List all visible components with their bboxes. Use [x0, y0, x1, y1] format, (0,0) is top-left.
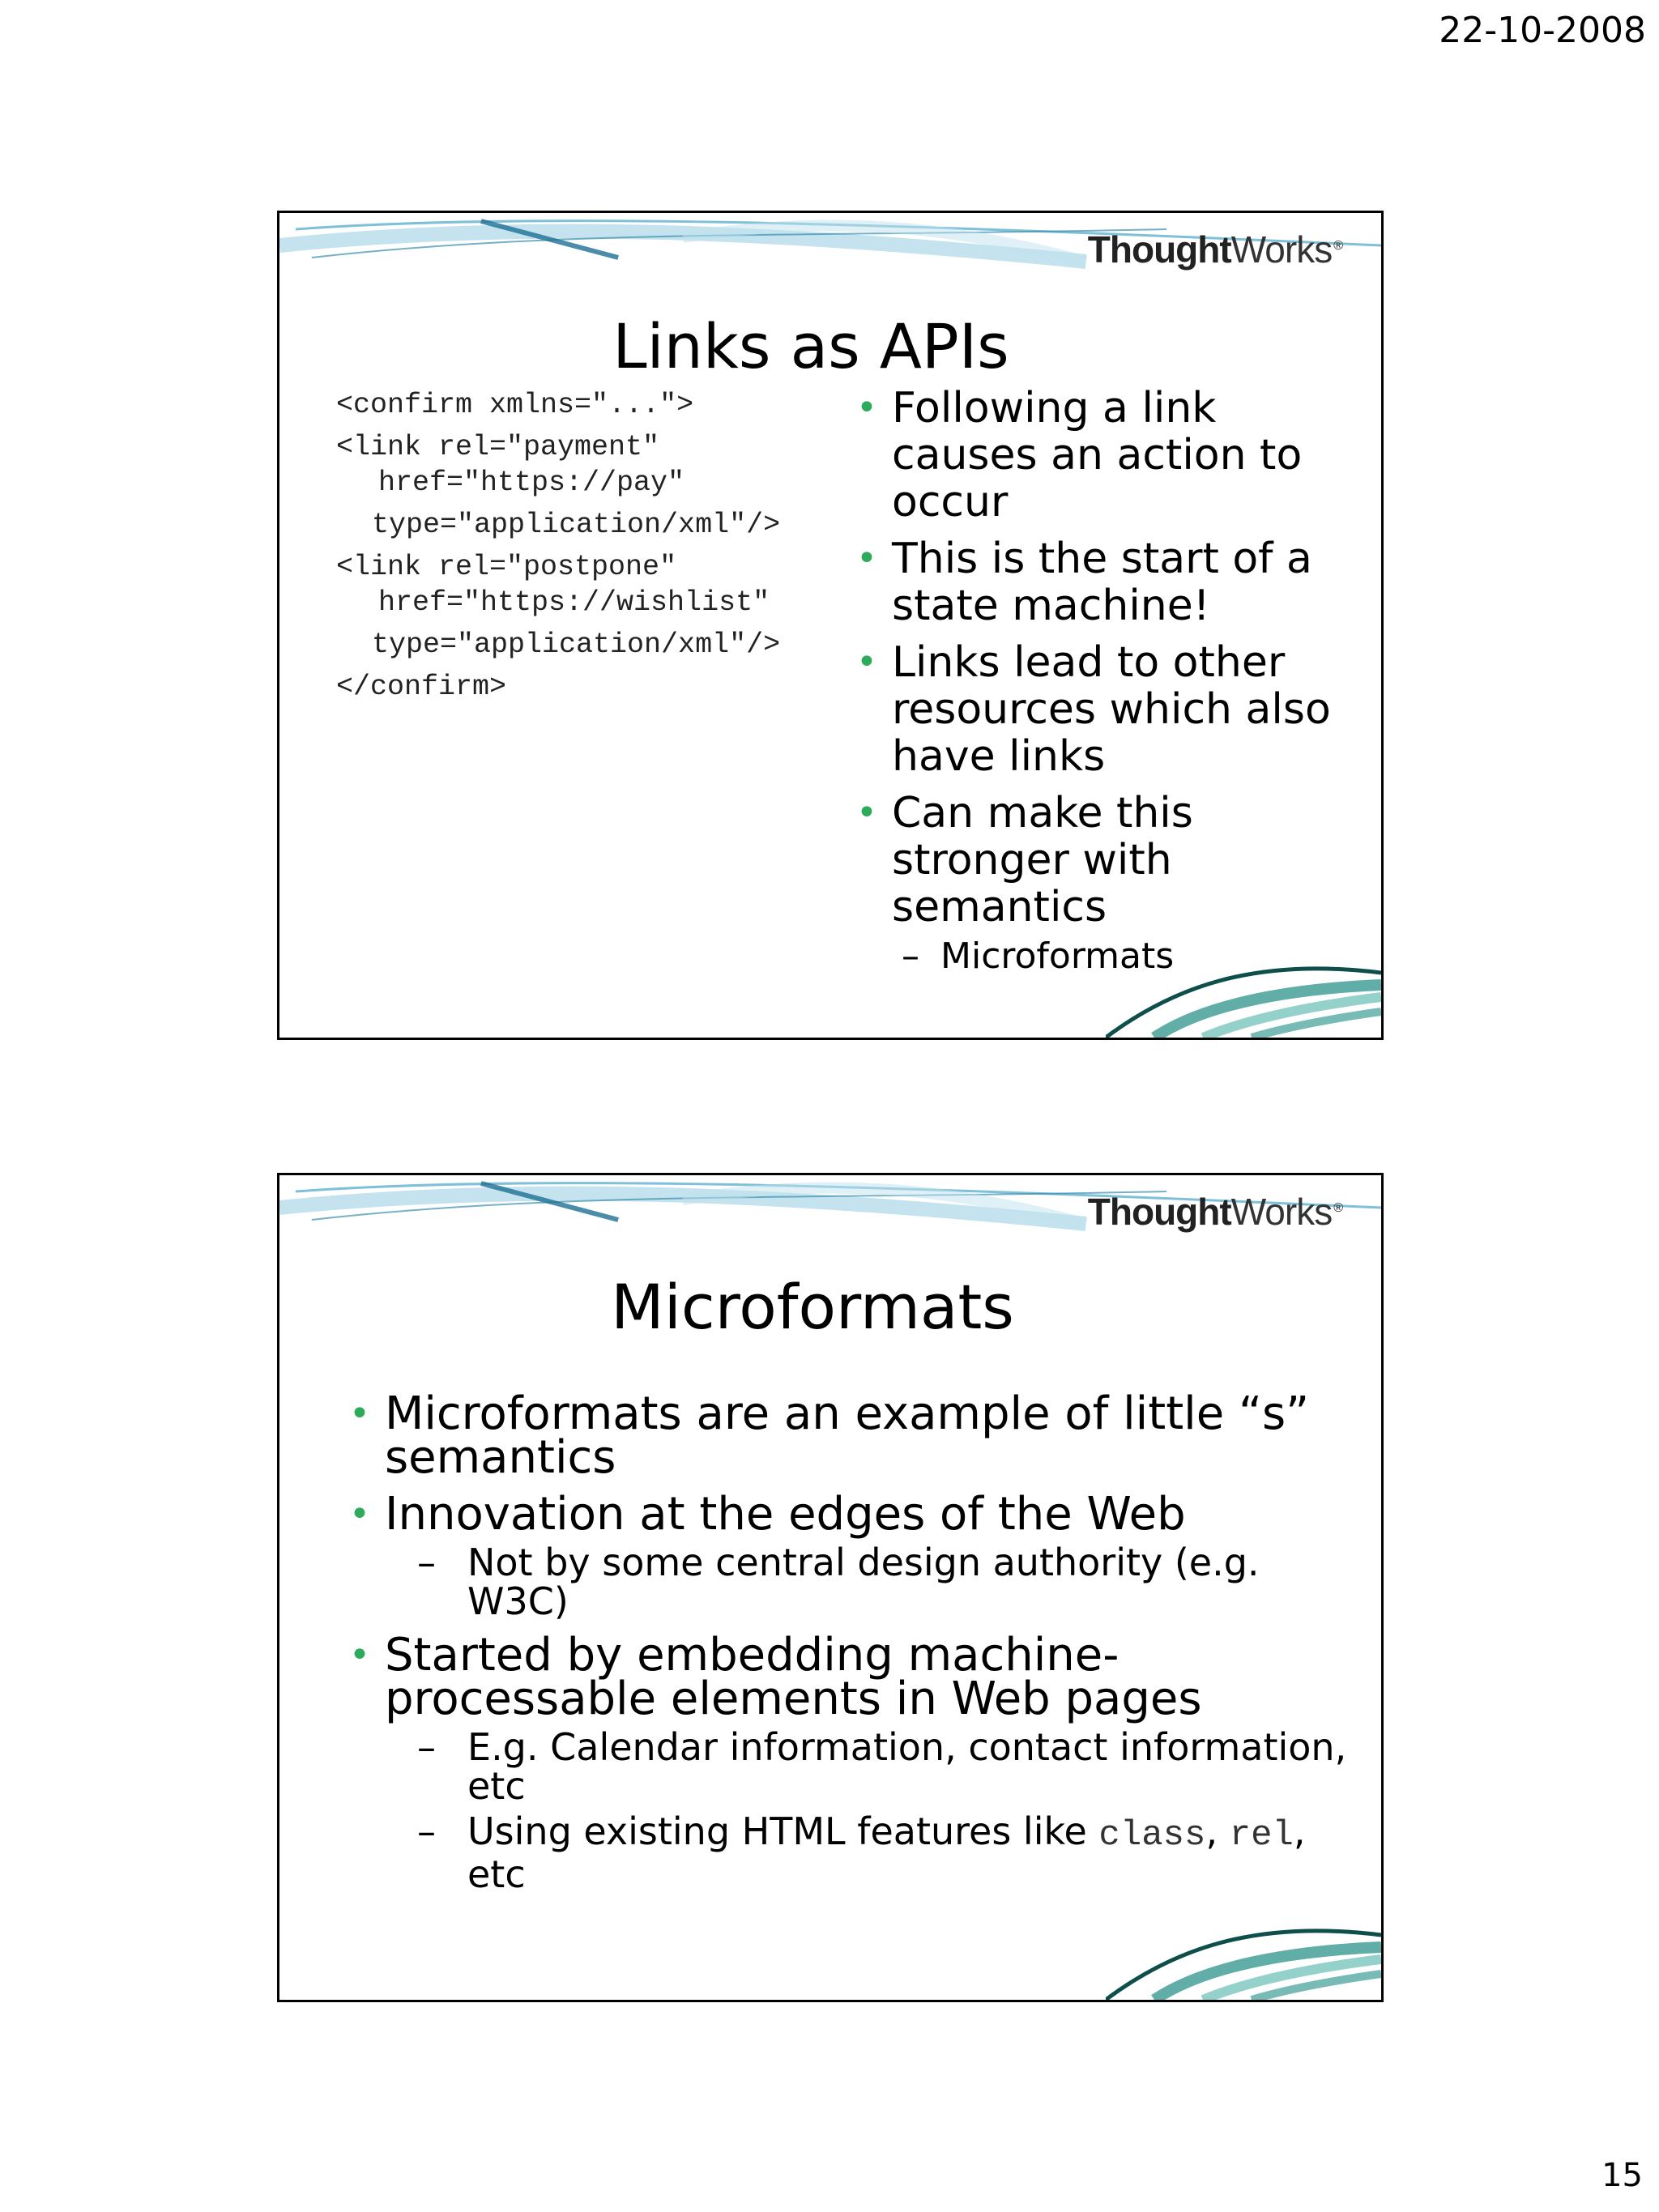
bullet-text: Started by embedding machine-processable elements in Web pages [385, 1629, 1202, 1725]
sub-bullet-text: E.g. Calendar information, contact information, etc [467, 1725, 1347, 1808]
sub-bullet-text: Not by some central design authority (e.g. W3C) [467, 1541, 1260, 1623]
logo-registered-mark: ® [1333, 1200, 1342, 1215]
footer-wave-graphic [1106, 940, 1381, 1038]
slide-microformats [277, 1173, 1384, 2002]
bullet-dot-icon: • [349, 1494, 370, 1535]
logo-part-thought: Thought [1087, 1191, 1231, 1233]
bullet-item [851, 385, 1354, 526]
bullet-item [344, 1387, 1349, 1484]
sub-bullet-text: Microformats [940, 936, 1175, 977]
bullet-dot-icon: • [856, 538, 877, 579]
thoughtworks-logo [1088, 228, 1342, 271]
html-features-prefix: Using existing HTML features like [467, 1809, 1099, 1853]
code-line: type="application/xml"/> [372, 629, 781, 661]
bullet-item [344, 1629, 1349, 1896]
code-class-keyword: class [1098, 1815, 1206, 1856]
bullet-text: This is the start of a state machine! [892, 535, 1312, 630]
code-line: type="application/xml"/> [372, 509, 781, 541]
bullet-text: Links lead to other resources which also have links [892, 638, 1331, 781]
logo-part-works: Works [1230, 228, 1333, 271]
bullet-item [344, 1488, 1349, 1623]
thoughtworks-logo [1088, 1190, 1342, 1234]
bullet-dot-icon: • [349, 1393, 370, 1434]
logo-part-thought: Thought [1087, 228, 1231, 271]
separator-text: , [1205, 1809, 1230, 1853]
dash-icon: – [417, 1541, 436, 1584]
bullet-dot-icon: • [856, 387, 877, 428]
code-line: <confirm xmlns="..."> [336, 389, 694, 421]
bullet-item [851, 639, 1354, 780]
html-features-suffix: , etc [467, 1809, 1306, 1896]
footer-wave-graphic [1106, 1903, 1381, 2000]
dash-icon: – [417, 1725, 436, 1769]
bullet-dot-icon: • [349, 1634, 370, 1676]
slide-links-as-apis [277, 211, 1384, 1040]
code-rel-keyword: rel [1229, 1815, 1294, 1856]
slide-title: Microformats [611, 1271, 1014, 1343]
sub-bullet-item [385, 1809, 1349, 1896]
sub-bullet-item [385, 1725, 1349, 1808]
page-date: 22-10-2008 [1439, 10, 1646, 51]
logo-part-works: Works [1230, 1191, 1333, 1233]
bullet-list [851, 385, 1354, 987]
logo-registered-mark: ® [1333, 238, 1342, 253]
dash-icon: – [902, 936, 919, 977]
code-line: <link rel="postpone" [336, 551, 677, 583]
bullet-text: Can make this stronger with semantics [892, 789, 1193, 931]
code-line: href="https://pay" [378, 467, 685, 499]
code-line: </confirm> [336, 671, 507, 703]
sub-bullet-item [385, 1543, 1349, 1621]
bullet-dot-icon: • [856, 792, 877, 833]
bullet-text: Following a link causes an action to occur [892, 384, 1303, 526]
dash-icon: – [417, 1809, 436, 1853]
bullet-list [344, 1387, 1349, 1907]
bullet-text: Innovation at the edges of the Web [385, 1488, 1186, 1541]
slide-title: Links as APIs [612, 310, 1009, 382]
code-line: href="https://wishlist" [378, 586, 770, 619]
bullet-text: Microformats are an example of little “s” semantics [385, 1387, 1310, 1484]
xml-code-sample [336, 387, 790, 711]
bullet-dot-icon: • [856, 641, 877, 683]
bullet-item [851, 535, 1354, 629]
code-line: <link rel="payment" [336, 431, 660, 463]
page-number: 15 [1601, 2157, 1643, 2194]
sub-bullet-text [467, 1809, 1306, 1896]
